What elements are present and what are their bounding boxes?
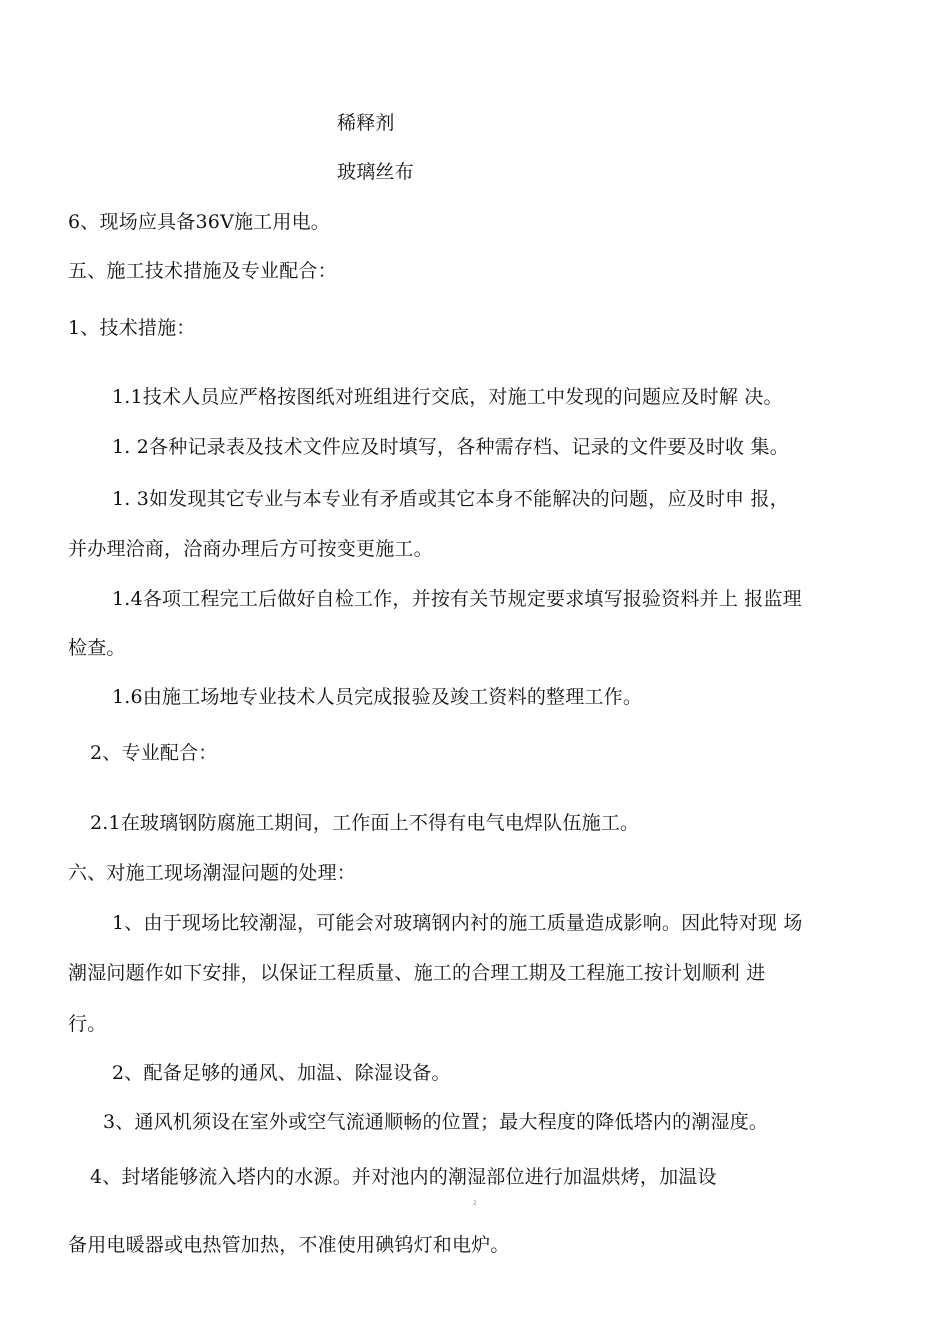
section-5-heading: 五、施工技术措施及专业配合： bbox=[68, 260, 337, 282]
material-thinner: 稀释剂 bbox=[337, 112, 395, 134]
humidity-item-4-cont: 备用电暖器或电热管加热，不准使用碘钨灯和电炉。 bbox=[68, 1234, 510, 1256]
clause-1-6: 1.6由施工场地专业技术人员完成报验及竣工资料的整理工作。 bbox=[112, 686, 643, 708]
humidity-item-3: 3、通风机须设在室外或空气流通顺畅的位置；最大程度的降低塔内的潮湿度。 bbox=[103, 1111, 769, 1133]
humidity-item-1-cont-a: 潮湿问题作如下安排，以保证工程质量、施工的合理工期及工程施工按计划顺利 进 bbox=[68, 962, 766, 984]
clause-1-4: 1.4各项工程完工后做好自检工作，并按有关节规定要求填写报验资料并上 报监理 bbox=[112, 588, 802, 610]
clause-1-4-cont: 检查。 bbox=[68, 637, 126, 659]
humidity-item-4: 4、封堵能够流入塔内的水源。并对池内的潮湿部位进行加温烘烤，加温设 bbox=[90, 1166, 717, 1188]
item-6-power: 6、现场应具备36V施工用电。 bbox=[68, 211, 330, 233]
page-number: 2 bbox=[473, 1200, 477, 1207]
section-6-heading: 六、对施工现场潮湿问题的处理： bbox=[68, 862, 357, 884]
clause-1-3: 1. 3如发现其它专业与本专业有矛盾或其它本身不能解决的问题，应及时申 报， bbox=[112, 488, 789, 510]
humidity-item-1-cont-b: 行。 bbox=[68, 1013, 107, 1035]
subsection-2-heading: 2、专业配合： bbox=[90, 742, 218, 764]
humidity-item-1: 1、由于现场比较潮湿，可能会对玻璃钢内衬的施工质量造成影响。因此特对现 场 bbox=[112, 912, 803, 934]
material-glass-cloth: 玻璃丝布 bbox=[337, 161, 414, 183]
clause-1-2: 1. 2各种记录表及技术文件应及时填写，各种需存档、记录的文件要及时收 集。 bbox=[112, 436, 789, 458]
clause-1-1: 1.1技术人员应严格按图纸对班组进行交底，对施工中发现的问题应及时解 决。 bbox=[112, 386, 783, 408]
clause-1-3-cont: 并办理洽商，洽商办理后方可按变更施工。 bbox=[68, 538, 433, 560]
clause-2-1: 2.1在玻璃钢防腐施工期间，工作面上不得有电气电焊队伍施工。 bbox=[90, 812, 640, 834]
humidity-item-2: 2、配备足够的通风、加温、除湿设备。 bbox=[112, 1062, 451, 1084]
subsection-1-heading: 1、技术措施： bbox=[68, 317, 196, 339]
